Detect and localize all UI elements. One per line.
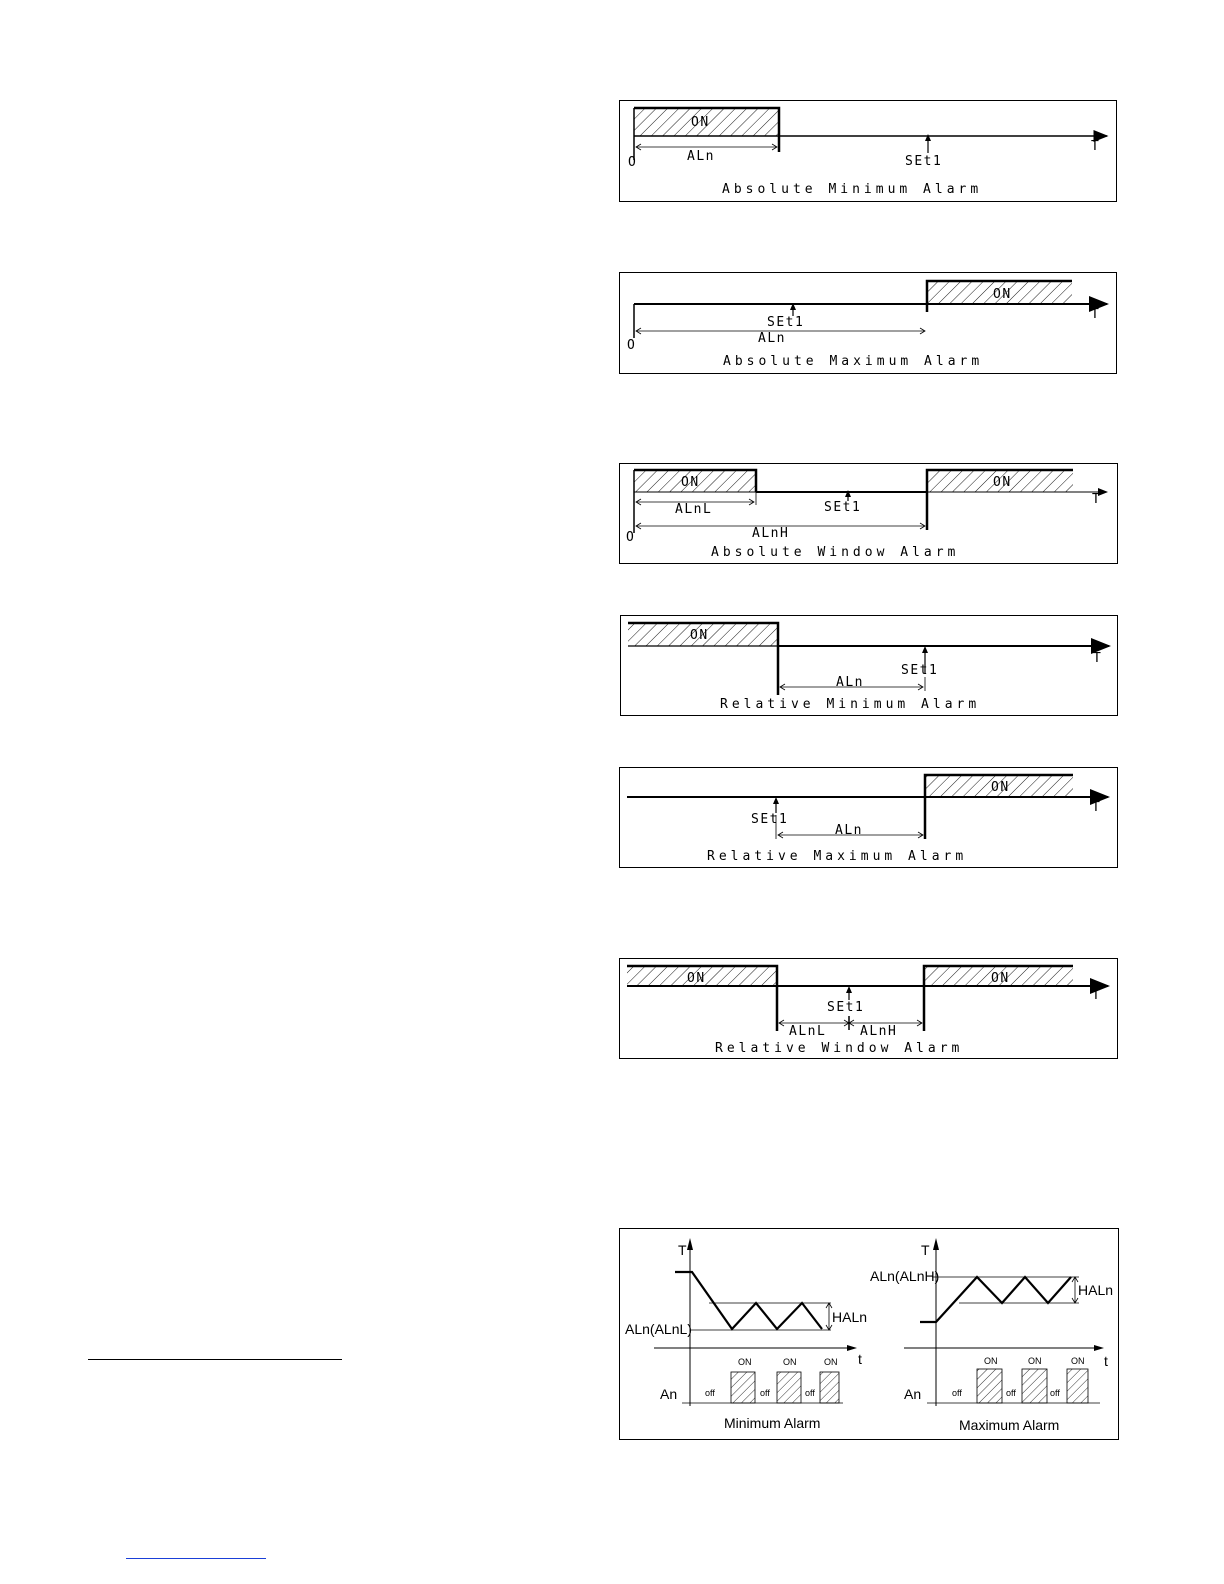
aln-label: ALn xyxy=(687,149,715,164)
output-state-label: ON xyxy=(738,1357,752,1367)
output-state-label: ON xyxy=(824,1357,838,1367)
max-y-axis-label: T xyxy=(921,1242,930,1258)
output-state-label: ON xyxy=(984,1356,998,1366)
on-label-left: ON xyxy=(681,475,700,490)
max-output-label: An xyxy=(904,1386,922,1402)
footer-link-underline[interactable] xyxy=(126,1558,266,1559)
zero-label: O xyxy=(627,338,637,353)
caption: Relative Minimum Alarm xyxy=(720,697,981,712)
set1-label: SEt1 xyxy=(824,500,862,515)
aln-label: ALn xyxy=(836,675,864,690)
axis-label: T xyxy=(1091,307,1101,322)
caption: Relative Maximum Alarm xyxy=(707,849,968,864)
on-label: ON xyxy=(690,628,709,643)
axis-label: T xyxy=(1091,139,1101,154)
aln-label: ALn xyxy=(758,331,786,346)
zero-label: O xyxy=(628,155,638,170)
min-output-label: An xyxy=(660,1386,678,1402)
max-threshold-label: ALn(ALnH) xyxy=(870,1268,940,1284)
output-state-label: ON xyxy=(783,1357,797,1367)
caption: Absolute Window Alarm xyxy=(711,545,960,560)
aln-label: ALn xyxy=(835,823,863,838)
absolute-maximum-alarm-diagram xyxy=(619,272,1117,374)
set1-label: SEt1 xyxy=(905,154,943,169)
on-label: ON xyxy=(691,115,710,130)
max-x-axis-label: t xyxy=(1104,1353,1108,1369)
absolute-window-alarm-diagram xyxy=(619,463,1118,564)
relative-maximum-alarm-diagram xyxy=(619,767,1118,868)
output-state-label: ON xyxy=(1028,1356,1042,1366)
footnote-separator xyxy=(88,1359,342,1360)
max-hysteresis-label: HALn xyxy=(1078,1282,1114,1298)
alnh-label: ALnH xyxy=(860,1024,898,1039)
relative-minimum-alarm-diagram xyxy=(620,615,1118,716)
output-state-label: off xyxy=(952,1388,962,1398)
min-hysteresis-label: HALn xyxy=(832,1309,868,1325)
set1-label: SEt1 xyxy=(751,812,789,827)
output-state-label: ON xyxy=(1071,1356,1085,1366)
caption: Absolute Maximum Alarm xyxy=(723,354,984,369)
zero-label: O xyxy=(626,530,636,545)
on-label: ON xyxy=(993,287,1012,302)
output-state-label: off xyxy=(1006,1388,1016,1398)
relative-window-alarm-diagram xyxy=(619,958,1118,1059)
min-y-axis-label: T xyxy=(678,1242,687,1258)
axis-label: T xyxy=(1092,492,1102,507)
axis-label: T xyxy=(1093,651,1103,666)
caption: Relative Window Alarm xyxy=(715,1041,964,1056)
on-label-left: ON xyxy=(687,971,706,986)
output-state-label: off xyxy=(760,1388,770,1398)
on-label-right: ON xyxy=(993,475,1012,490)
output-state-label: off xyxy=(705,1388,715,1398)
on-label: ON xyxy=(991,780,1010,795)
output-state-label: off xyxy=(1050,1388,1060,1398)
min-threshold-label: ALn(ALnL) xyxy=(625,1321,692,1337)
axis-label: T xyxy=(1092,988,1102,1003)
min-x-axis-label: t xyxy=(858,1351,862,1367)
min-caption: Minimum Alarm xyxy=(724,1415,821,1431)
set1-label: SEt1 xyxy=(767,315,805,330)
alnl-label: ALnL xyxy=(675,502,713,517)
axis-label: T xyxy=(1092,800,1102,815)
set1-label: SEt1 xyxy=(827,1000,865,1015)
hysteresis-alarm-diagram xyxy=(619,1228,1119,1440)
absolute-minimum-alarm-diagram xyxy=(619,100,1117,202)
alnh-label: ALnH xyxy=(752,526,790,541)
caption: Absolute Minimum Alarm xyxy=(722,182,983,197)
max-caption: Maximum Alarm xyxy=(959,1417,1060,1433)
alnl-label: ALnL xyxy=(789,1024,827,1039)
output-state-label: off xyxy=(805,1388,815,1398)
set1-label: SEt1 xyxy=(901,663,939,678)
on-label-right: ON xyxy=(991,971,1010,986)
